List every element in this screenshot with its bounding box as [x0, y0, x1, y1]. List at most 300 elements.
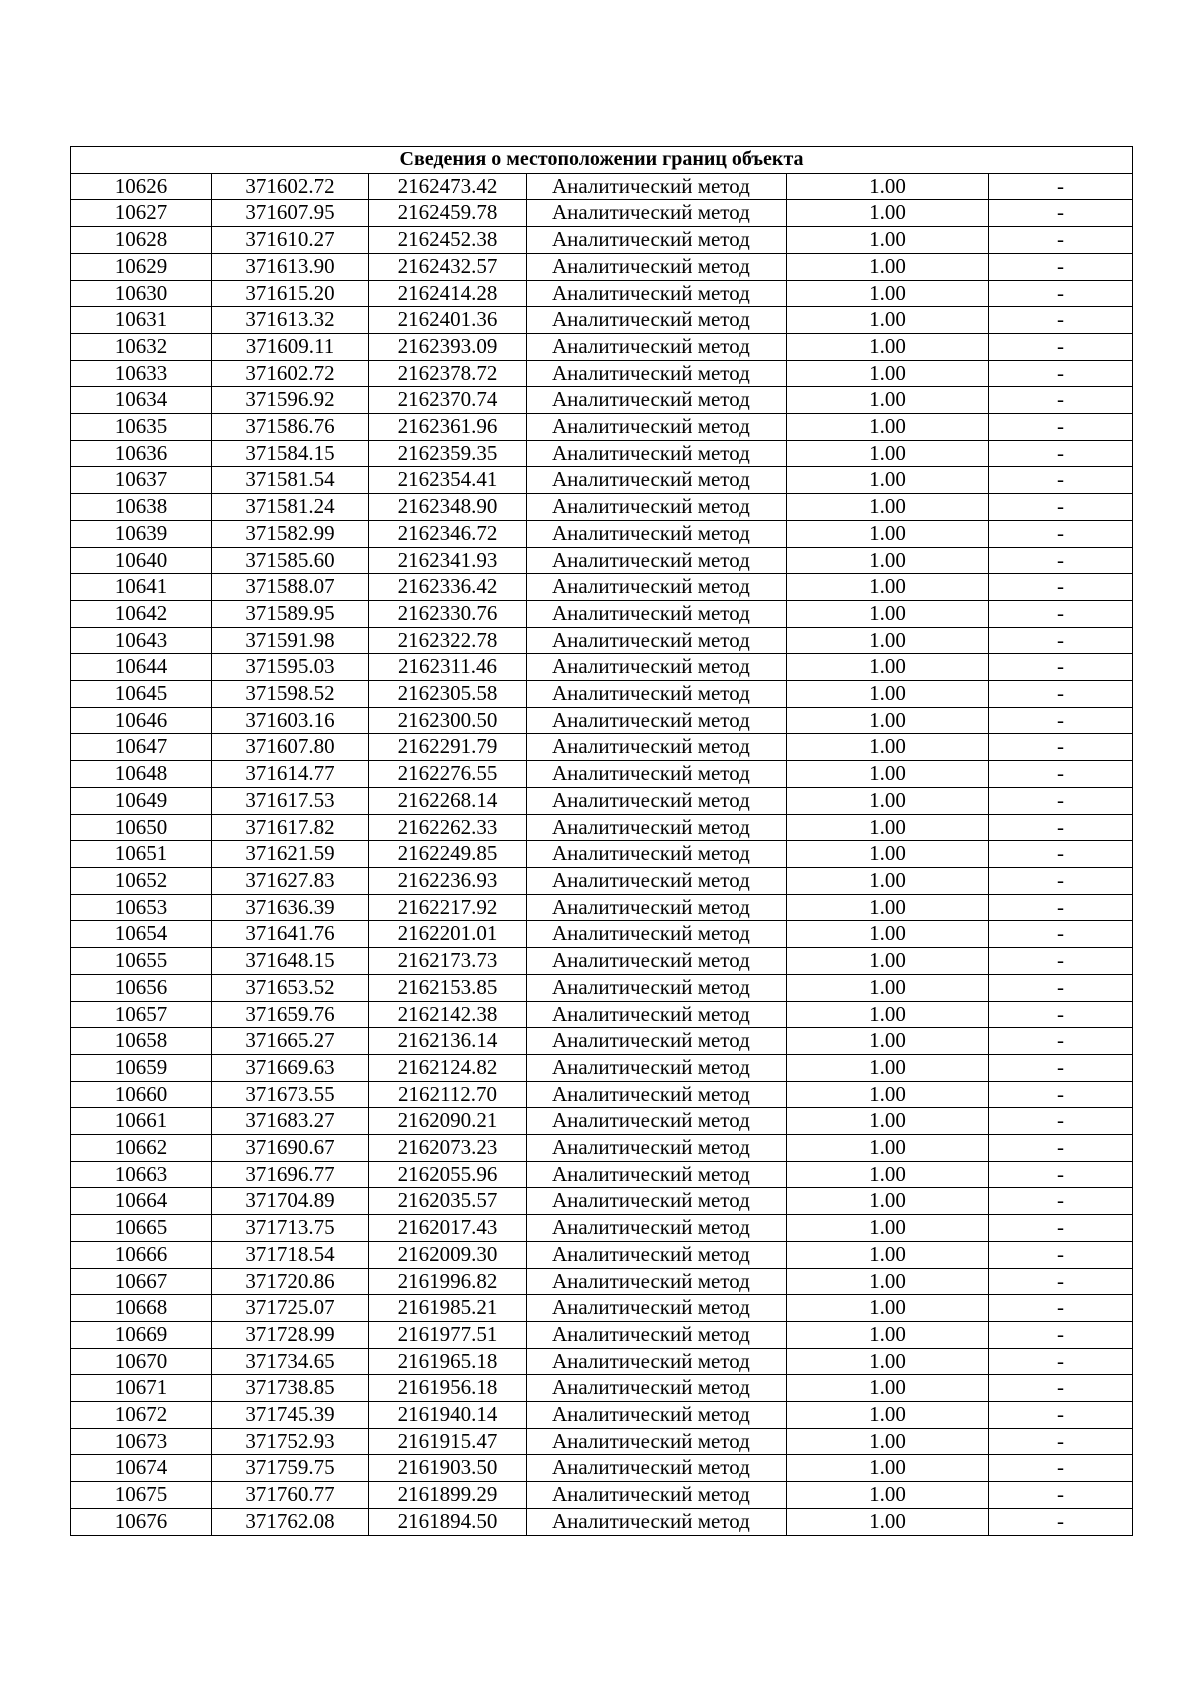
table-row — [71, 707, 1133, 734]
description-cell: - — [989, 681, 1133, 708]
method-cell: Аналитический метод — [527, 1135, 787, 1162]
accuracy-cell: 1.00 — [787, 360, 989, 387]
x-coordinate-cell: 371591.98 — [212, 627, 369, 654]
table-row — [71, 1241, 1133, 1268]
x-coordinate-cell: 371745.39 — [212, 1402, 369, 1429]
description-cell: - — [989, 253, 1133, 280]
table-row — [71, 307, 1133, 334]
accuracy-cell: 1.00 — [787, 200, 989, 227]
x-coordinate-cell: 371641.76 — [212, 921, 369, 948]
point-number-cell: 10661 — [71, 1108, 212, 1135]
y-coordinate-cell: 2162276.55 — [369, 761, 527, 788]
table-row — [71, 494, 1133, 521]
table-row — [71, 974, 1133, 1001]
method-cell: Аналитический метод — [527, 1028, 787, 1055]
x-coordinate-cell: 371704.89 — [212, 1188, 369, 1215]
description-cell: - — [989, 574, 1133, 601]
x-coordinate-cell: 371752.93 — [212, 1428, 369, 1455]
table-row — [71, 1295, 1133, 1322]
point-number-cell: 10648 — [71, 761, 212, 788]
point-number-cell: 10668 — [71, 1295, 212, 1322]
y-coordinate-cell: 2162473.42 — [369, 173, 527, 200]
x-coordinate-cell: 371613.32 — [212, 307, 369, 334]
table-row — [71, 547, 1133, 574]
accuracy-cell: 1.00 — [787, 1268, 989, 1295]
y-coordinate-cell: 2162311.46 — [369, 654, 527, 681]
y-coordinate-cell: 2162236.93 — [369, 867, 527, 894]
method-cell: Аналитический метод — [527, 227, 787, 254]
accuracy-cell: 1.00 — [787, 494, 989, 521]
accuracy-cell: 1.00 — [787, 841, 989, 868]
description-cell: - — [989, 1455, 1133, 1482]
x-coordinate-cell: 371665.27 — [212, 1028, 369, 1055]
x-coordinate-cell: 371636.39 — [212, 894, 369, 921]
method-cell: Аналитический метод — [527, 948, 787, 975]
accuracy-cell: 1.00 — [787, 1135, 989, 1162]
x-coordinate-cell: 371607.95 — [212, 200, 369, 227]
table-row — [71, 360, 1133, 387]
x-coordinate-cell: 371734.65 — [212, 1348, 369, 1375]
table-row — [71, 1108, 1133, 1135]
accuracy-cell: 1.00 — [787, 974, 989, 1001]
y-coordinate-cell: 2162090.21 — [369, 1108, 527, 1135]
point-number-cell: 10636 — [71, 440, 212, 467]
method-cell: Аналитический метод — [527, 814, 787, 841]
point-number-cell: 10639 — [71, 520, 212, 547]
method-cell: Аналитический метод — [527, 894, 787, 921]
method-cell: Аналитический метод — [527, 681, 787, 708]
description-cell: - — [989, 467, 1133, 494]
y-coordinate-cell: 2161977.51 — [369, 1321, 527, 1348]
accuracy-cell: 1.00 — [787, 1161, 989, 1188]
table-row — [71, 1028, 1133, 1055]
method-cell: Аналитический метод — [527, 787, 787, 814]
table-row — [71, 200, 1133, 227]
accuracy-cell: 1.00 — [787, 1081, 989, 1108]
description-cell: - — [989, 414, 1133, 441]
accuracy-cell: 1.00 — [787, 654, 989, 681]
y-coordinate-cell: 2162393.09 — [369, 333, 527, 360]
method-cell: Аналитический метод — [527, 520, 787, 547]
point-number-cell: 10642 — [71, 600, 212, 627]
point-number-cell: 10641 — [71, 574, 212, 601]
y-coordinate-cell: 2162124.82 — [369, 1054, 527, 1081]
point-number-cell: 10667 — [71, 1268, 212, 1295]
y-coordinate-cell: 2162305.58 — [369, 681, 527, 708]
y-coordinate-cell: 2161915.47 — [369, 1428, 527, 1455]
method-cell: Аналитический метод — [527, 734, 787, 761]
accuracy-cell: 1.00 — [787, 1321, 989, 1348]
x-coordinate-cell: 371627.83 — [212, 867, 369, 894]
x-coordinate-cell: 371603.16 — [212, 707, 369, 734]
description-cell: - — [989, 1241, 1133, 1268]
x-coordinate-cell: 371581.54 — [212, 467, 369, 494]
table-row — [71, 333, 1133, 360]
method-cell: Аналитический метод — [527, 1375, 787, 1402]
accuracy-cell: 1.00 — [787, 520, 989, 547]
description-cell: - — [989, 227, 1133, 254]
method-cell: Аналитический метод — [527, 1161, 787, 1188]
point-number-cell: 10659 — [71, 1054, 212, 1081]
point-number-cell: 10643 — [71, 627, 212, 654]
description-cell: - — [989, 387, 1133, 414]
table-row — [71, 1215, 1133, 1242]
method-cell: Аналитический метод — [527, 1428, 787, 1455]
point-number-cell: 10631 — [71, 307, 212, 334]
x-coordinate-cell: 371690.67 — [212, 1135, 369, 1162]
description-cell: - — [989, 654, 1133, 681]
y-coordinate-cell: 2162173.73 — [369, 948, 527, 975]
table-row — [71, 894, 1133, 921]
accuracy-cell: 1.00 — [787, 761, 989, 788]
y-coordinate-cell: 2162370.74 — [369, 387, 527, 414]
y-coordinate-cell: 2162414.28 — [369, 280, 527, 307]
description-cell: - — [989, 1295, 1133, 1322]
description-cell: - — [989, 1054, 1133, 1081]
table-row — [71, 681, 1133, 708]
method-cell: Аналитический метод — [527, 867, 787, 894]
accuracy-cell: 1.00 — [787, 307, 989, 334]
description-cell: - — [989, 1001, 1133, 1028]
description-cell: - — [989, 1375, 1133, 1402]
method-cell: Аналитический метод — [527, 1215, 787, 1242]
description-cell: - — [989, 520, 1133, 547]
point-number-cell: 10638 — [71, 494, 212, 521]
description-cell: - — [989, 1161, 1133, 1188]
x-coordinate-cell: 371581.24 — [212, 494, 369, 521]
accuracy-cell: 1.00 — [787, 1428, 989, 1455]
table-row — [71, 1348, 1133, 1375]
table-row — [71, 867, 1133, 894]
x-coordinate-cell: 371669.63 — [212, 1054, 369, 1081]
x-coordinate-cell: 371617.53 — [212, 787, 369, 814]
description-cell: - — [989, 707, 1133, 734]
point-number-cell: 10640 — [71, 547, 212, 574]
point-number-cell: 10645 — [71, 681, 212, 708]
x-coordinate-cell: 371582.99 — [212, 520, 369, 547]
x-coordinate-cell: 371607.80 — [212, 734, 369, 761]
table-row — [71, 227, 1133, 254]
y-coordinate-cell: 2161965.18 — [369, 1348, 527, 1375]
point-number-cell: 10647 — [71, 734, 212, 761]
table-body — [71, 147, 1133, 1536]
x-coordinate-cell: 371584.15 — [212, 440, 369, 467]
point-number-cell: 10655 — [71, 948, 212, 975]
accuracy-cell: 1.00 — [787, 1375, 989, 1402]
table-row — [71, 627, 1133, 654]
y-coordinate-cell: 2162035.57 — [369, 1188, 527, 1215]
table-row — [71, 387, 1133, 414]
y-coordinate-cell: 2162459.78 — [369, 200, 527, 227]
description-cell: - — [989, 734, 1133, 761]
description-cell: - — [989, 1028, 1133, 1055]
y-coordinate-cell: 2162249.85 — [369, 841, 527, 868]
y-coordinate-cell: 2162153.85 — [369, 974, 527, 1001]
y-coordinate-cell: 2162201.01 — [369, 921, 527, 948]
y-coordinate-cell: 2161996.82 — [369, 1268, 527, 1295]
x-coordinate-cell: 371602.72 — [212, 360, 369, 387]
y-coordinate-cell: 2161956.18 — [369, 1375, 527, 1402]
description-cell: - — [989, 1135, 1133, 1162]
y-coordinate-cell: 2162361.96 — [369, 414, 527, 441]
point-number-cell: 10665 — [71, 1215, 212, 1242]
accuracy-cell: 1.00 — [787, 681, 989, 708]
x-coordinate-cell: 371713.75 — [212, 1215, 369, 1242]
table-row — [71, 280, 1133, 307]
y-coordinate-cell: 2162217.92 — [369, 894, 527, 921]
method-cell: Аналитический метод — [527, 360, 787, 387]
accuracy-cell: 1.00 — [787, 600, 989, 627]
point-number-cell: 10669 — [71, 1321, 212, 1348]
y-coordinate-cell: 2161940.14 — [369, 1402, 527, 1429]
accuracy-cell: 1.00 — [787, 1482, 989, 1509]
description-cell: - — [989, 1081, 1133, 1108]
accuracy-cell: 1.00 — [787, 814, 989, 841]
point-number-cell: 10664 — [71, 1188, 212, 1215]
method-cell: Аналитический метод — [527, 974, 787, 1001]
method-cell: Аналитический метод — [527, 547, 787, 574]
description-cell: - — [989, 360, 1133, 387]
accuracy-cell: 1.00 — [787, 734, 989, 761]
table-row — [71, 841, 1133, 868]
method-cell: Аналитический метод — [527, 494, 787, 521]
method-cell: Аналитический метод — [527, 387, 787, 414]
x-coordinate-cell: 371759.75 — [212, 1455, 369, 1482]
accuracy-cell: 1.00 — [787, 1295, 989, 1322]
point-number-cell: 10658 — [71, 1028, 212, 1055]
x-coordinate-cell: 371609.11 — [212, 333, 369, 360]
y-coordinate-cell: 2162346.72 — [369, 520, 527, 547]
point-number-cell: 10675 — [71, 1482, 212, 1509]
accuracy-cell: 1.00 — [787, 1028, 989, 1055]
point-number-cell: 10670 — [71, 1348, 212, 1375]
point-number-cell: 10628 — [71, 227, 212, 254]
y-coordinate-cell: 2162291.79 — [369, 734, 527, 761]
description-cell: - — [989, 921, 1133, 948]
method-cell: Аналитический метод — [527, 173, 787, 200]
description-cell: - — [989, 787, 1133, 814]
table-row — [71, 414, 1133, 441]
y-coordinate-cell: 2162112.70 — [369, 1081, 527, 1108]
x-coordinate-cell: 371718.54 — [212, 1241, 369, 1268]
description-cell: - — [989, 173, 1133, 200]
table-row — [71, 1508, 1133, 1535]
method-cell: Аналитический метод — [527, 1402, 787, 1429]
accuracy-cell: 1.00 — [787, 333, 989, 360]
x-coordinate-cell: 371728.99 — [212, 1321, 369, 1348]
method-cell: Аналитический метод — [527, 1108, 787, 1135]
point-number-cell: 10626 — [71, 173, 212, 200]
accuracy-cell: 1.00 — [787, 707, 989, 734]
x-coordinate-cell: 371596.92 — [212, 387, 369, 414]
table-row — [71, 467, 1133, 494]
method-cell: Аналитический метод — [527, 921, 787, 948]
method-cell: Аналитический метод — [527, 707, 787, 734]
accuracy-cell: 1.00 — [787, 921, 989, 948]
x-coordinate-cell: 371621.59 — [212, 841, 369, 868]
accuracy-cell: 1.00 — [787, 173, 989, 200]
accuracy-cell: 1.00 — [787, 1215, 989, 1242]
table-row — [71, 787, 1133, 814]
method-cell: Аналитический метод — [527, 1081, 787, 1108]
description-cell: - — [989, 974, 1133, 1001]
description-cell: - — [989, 1188, 1133, 1215]
description-cell: - — [989, 1348, 1133, 1375]
point-number-cell: 10633 — [71, 360, 212, 387]
table-row — [71, 1135, 1133, 1162]
y-coordinate-cell: 2161894.50 — [369, 1508, 527, 1535]
accuracy-cell: 1.00 — [787, 1188, 989, 1215]
y-coordinate-cell: 2162142.38 — [369, 1001, 527, 1028]
accuracy-cell: 1.00 — [787, 440, 989, 467]
accuracy-cell: 1.00 — [787, 1402, 989, 1429]
method-cell: Аналитический метод — [527, 627, 787, 654]
y-coordinate-cell: 2162136.14 — [369, 1028, 527, 1055]
description-cell: - — [989, 494, 1133, 521]
description-cell: - — [989, 948, 1133, 975]
x-coordinate-cell: 371589.95 — [212, 600, 369, 627]
point-number-cell: 10635 — [71, 414, 212, 441]
accuracy-cell: 1.00 — [787, 387, 989, 414]
table-row — [71, 734, 1133, 761]
accuracy-cell: 1.00 — [787, 1241, 989, 1268]
method-cell: Аналитический метод — [527, 200, 787, 227]
table-row — [71, 1268, 1133, 1295]
description-cell: - — [989, 1402, 1133, 1429]
y-coordinate-cell: 2162336.42 — [369, 574, 527, 601]
accuracy-cell: 1.00 — [787, 1054, 989, 1081]
accuracy-cell: 1.00 — [787, 627, 989, 654]
point-number-cell: 10656 — [71, 974, 212, 1001]
point-number-cell: 10634 — [71, 387, 212, 414]
x-coordinate-cell: 371762.08 — [212, 1508, 369, 1535]
point-number-cell: 10674 — [71, 1455, 212, 1482]
accuracy-cell: 1.00 — [787, 948, 989, 975]
description-cell: - — [989, 1321, 1133, 1348]
description-cell: - — [989, 600, 1133, 627]
accuracy-cell: 1.00 — [787, 1455, 989, 1482]
accuracy-cell: 1.00 — [787, 414, 989, 441]
point-number-cell: 10629 — [71, 253, 212, 280]
x-coordinate-cell: 371725.07 — [212, 1295, 369, 1322]
y-coordinate-cell: 2162359.35 — [369, 440, 527, 467]
x-coordinate-cell: 371653.52 — [212, 974, 369, 1001]
description-cell: - — [989, 841, 1133, 868]
description-cell: - — [989, 1268, 1133, 1295]
description-cell: - — [989, 307, 1133, 334]
description-cell: - — [989, 280, 1133, 307]
accuracy-cell: 1.00 — [787, 253, 989, 280]
accuracy-cell: 1.00 — [787, 547, 989, 574]
x-coordinate-cell: 371602.72 — [212, 173, 369, 200]
accuracy-cell: 1.00 — [787, 894, 989, 921]
y-coordinate-cell: 2162348.90 — [369, 494, 527, 521]
x-coordinate-cell: 371738.85 — [212, 1375, 369, 1402]
x-coordinate-cell: 371648.15 — [212, 948, 369, 975]
point-number-cell: 10672 — [71, 1402, 212, 1429]
point-number-cell: 10652 — [71, 867, 212, 894]
method-cell: Аналитический метод — [527, 1508, 787, 1535]
y-coordinate-cell: 2161899.29 — [369, 1482, 527, 1509]
point-number-cell: 10650 — [71, 814, 212, 841]
table-row — [71, 761, 1133, 788]
boundary-coordinates-table — [70, 146, 1133, 1536]
x-coordinate-cell: 371617.82 — [212, 814, 369, 841]
table-row — [71, 921, 1133, 948]
method-cell: Аналитический метод — [527, 1188, 787, 1215]
point-number-cell: 10666 — [71, 1241, 212, 1268]
accuracy-cell: 1.00 — [787, 1001, 989, 1028]
table-row — [71, 1455, 1133, 1482]
x-coordinate-cell: 371586.76 — [212, 414, 369, 441]
y-coordinate-cell: 2162322.78 — [369, 627, 527, 654]
x-coordinate-cell: 371673.55 — [212, 1081, 369, 1108]
table-title: Сведения о местоположении границ объекта — [71, 147, 1133, 174]
y-coordinate-cell: 2162300.50 — [369, 707, 527, 734]
description-cell: - — [989, 814, 1133, 841]
method-cell: Аналитический метод — [527, 1455, 787, 1482]
y-coordinate-cell: 2162378.72 — [369, 360, 527, 387]
x-coordinate-cell: 371614.77 — [212, 761, 369, 788]
y-coordinate-cell: 2162073.23 — [369, 1135, 527, 1162]
accuracy-cell: 1.00 — [787, 1508, 989, 1535]
y-coordinate-cell: 2162055.96 — [369, 1161, 527, 1188]
point-number-cell: 10657 — [71, 1001, 212, 1028]
point-number-cell: 10671 — [71, 1375, 212, 1402]
method-cell: Аналитический метод — [527, 1054, 787, 1081]
point-number-cell: 10627 — [71, 200, 212, 227]
x-coordinate-cell: 371613.90 — [212, 253, 369, 280]
method-cell: Аналитический метод — [527, 761, 787, 788]
x-coordinate-cell: 371595.03 — [212, 654, 369, 681]
accuracy-cell: 1.00 — [787, 1348, 989, 1375]
method-cell: Аналитический метод — [527, 253, 787, 280]
point-number-cell: 10649 — [71, 787, 212, 814]
description-cell: - — [989, 547, 1133, 574]
y-coordinate-cell: 2162017.43 — [369, 1215, 527, 1242]
point-number-cell: 10662 — [71, 1135, 212, 1162]
y-coordinate-cell: 2162268.14 — [369, 787, 527, 814]
x-coordinate-cell: 371588.07 — [212, 574, 369, 601]
y-coordinate-cell: 2162330.76 — [369, 600, 527, 627]
table-row — [71, 1161, 1133, 1188]
y-coordinate-cell: 2161985.21 — [369, 1295, 527, 1322]
table-row — [71, 440, 1133, 467]
y-coordinate-cell: 2162401.36 — [369, 307, 527, 334]
method-cell: Аналитический метод — [527, 1321, 787, 1348]
table-row — [71, 1001, 1133, 1028]
point-number-cell: 10663 — [71, 1161, 212, 1188]
method-cell: Аналитический метод — [527, 280, 787, 307]
table-row — [71, 253, 1133, 280]
accuracy-cell: 1.00 — [787, 227, 989, 254]
y-coordinate-cell: 2162354.41 — [369, 467, 527, 494]
accuracy-cell: 1.00 — [787, 467, 989, 494]
y-coordinate-cell: 2162262.33 — [369, 814, 527, 841]
table-row — [71, 1375, 1133, 1402]
method-cell: Аналитический метод — [527, 600, 787, 627]
description-cell: - — [989, 894, 1133, 921]
table-row — [71, 1081, 1133, 1108]
x-coordinate-cell: 371598.52 — [212, 681, 369, 708]
description-cell: - — [989, 761, 1133, 788]
title-row — [71, 147, 1133, 174]
y-coordinate-cell: 2162432.57 — [369, 253, 527, 280]
table-row — [71, 948, 1133, 975]
table-row — [71, 814, 1133, 841]
table-row — [71, 654, 1133, 681]
table-row — [71, 1402, 1133, 1429]
